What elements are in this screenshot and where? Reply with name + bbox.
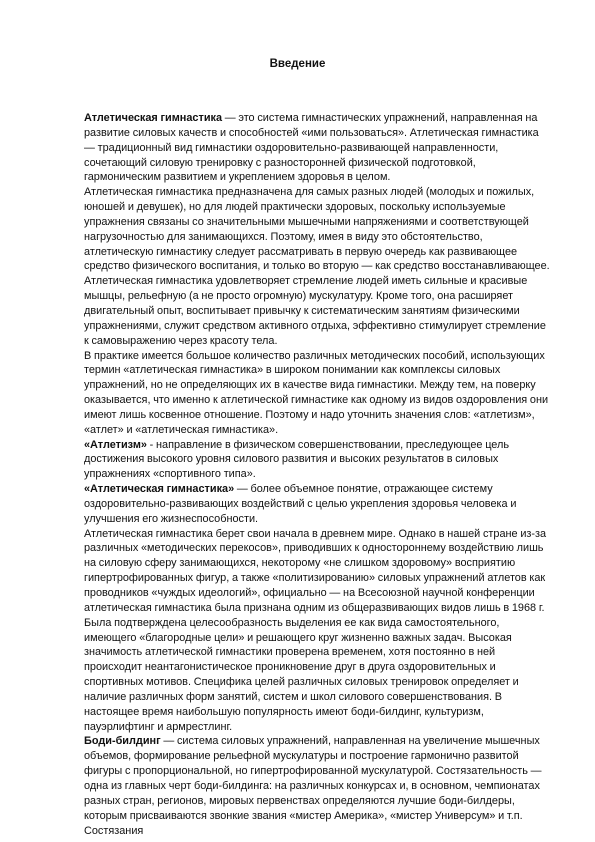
paragraph-text: - направление в физическом совершенствовании, преследующее цель достижения высокого уровня силового развития и высоких результатов в силовых упражнениях «спортивного типа». (84, 438, 510, 481)
paragraph-lead: Боди-билдинг (84, 735, 161, 748)
paragraph-1 (84, 111, 550, 185)
paragraph-7 (84, 527, 550, 735)
paragraph-text: Атлетическая гимнастика удовлетворяет стремление людей иметь сильные и красивые мышцы, рельефную (а не просто огромную) мускулатуру. Кроме того, она расширяет двигательный опыт, воспитывает привычку к систематическим занятиям физическими упражнениями, служит средством активного отдыха, эффективно стимулирует стремление к самовыражению через красоту тела. (84, 275, 546, 347)
paragraph-text: Атлетическая гимнастика предназначена для самых разных людей (молодых и пожилых, юношей и девушек), но для людей практически здоровых, поскольку используемые упражнения связаны со значительными мышечными напряжениями и соответствующей нагрузочностью для занимающихся. Поэтому, имея в виду это обстоятельство, атлетическую гимнастику следует рассматривать в первую очередь как развивающее средство физического воспитания, и только во вторую — как средство восстанавливающее. (84, 186, 550, 273)
paragraph-text: В практике имеется большое количество различных методических пособий, использующих термин «атлетическая гимнастика» в широком понимании как комплексы силовых упражнений, но не определяющих их в качестве вида гимнастики. Между тем, на поверку оказывается, что именно к атлетической гимнастике как одному из видов оздоровления они имеют лишь косвенное отношение. Поэтому и надо уточнить значения слов: «атлетизм», «атлет» и «атлетическая гимнастика». (84, 349, 549, 436)
paragraph-2 (84, 185, 550, 274)
page-title: Введение (269, 58, 326, 70)
document-body (84, 111, 550, 838)
paragraph-8 (84, 734, 550, 838)
paragraph-text: — более объемное понятие, отражающее систему оздоровительно-развивающих воздействий с целью укрепления здоровья человека и улучшения его жизнеспособности. (84, 483, 517, 525)
paragraph-5 (84, 438, 550, 483)
paragraph-text: — система силовых упражнений, направленная на увеличение мышечных объемов, формирование рельефной мускулатуры и построение гармонично развитой фигуры с пропорциональной, но гипертрофированной мускулатурой. Состязательность — одна из главных черт боди-билдинга: на различных конкурсах и, в основном, чемпионатах разных стран, регионов, мировых первенствах определяются лучшие боди-билдеры, которым присваиваются звонкие звания «мистер Америка», «мистер Универсум» и т.п. Состязания (84, 735, 542, 837)
paragraph-6 (84, 482, 550, 527)
paragraph-4 (84, 349, 550, 438)
paragraph-text: — это система гимнастических упражнений, направленная на развитие силовых качеств и способностей «ими пользоваться». Атлетическая гимнастика — традиционный вид гимнастики оздоровительно-развивающей направленности, сочетающий силовую тренировку с разносторонней физической подготовкой, гармоническим развитием и укреплением здоровья в целом. (84, 112, 539, 184)
paragraph-3 (84, 274, 550, 348)
paragraph-text: Атлетическая гимнастика берет свои начала в древнем мире. Однако в нашей стране из-за различных «методических перекосов», приводивших к одностороннему воздействию лишь на силовую сферу занимающихся, некоторому «не слишком здоровому» восприятию гипертрофированных фигур, а также «политизированию» силовых упражнений атлетов как проводников «чуждых идеологий», официально — на Всесоюзной научной конференции атлетическая гимнастика была признана одним из общеразвивающих видов лишь в 1968 г. Была подтверждена целесообразность выделения ее как вида самостоятельного, имеющего «благородные цели» и решающего круг жизненно важных задач. Высокая значимость атлетической гимнастики проверена временем, хотя постоянно в ней происходит неантагонистическое проникновение друг в друга оздоровительных и спортивных мотивов. Специфика целей различных силовых тренировок определяет и наличие различных форм занятий, систем и школ силового совершенствования. В настоящее время наибольшую популярность имеют боди-билдинг, культуризм, пауэрлифтинг и армрестлинг. (84, 527, 547, 733)
paragraph-lead: «Атлетическая гимнастика» (84, 483, 235, 496)
paragraph-lead: «Атлетизм» (84, 438, 147, 451)
paragraph-lead: Атлетическая гимнастика (84, 112, 223, 124)
